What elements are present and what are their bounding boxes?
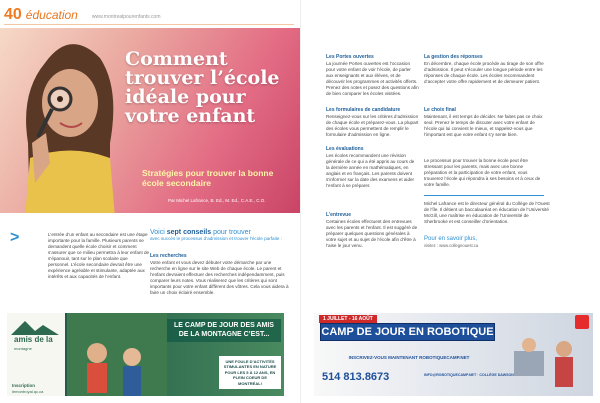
intro-arrow-icon: > bbox=[10, 229, 20, 246]
robotique-camp-ad[interactable] bbox=[314, 313, 593, 396]
article-subtitle: Stratégies pour trouver la bonne école secondaire bbox=[142, 168, 274, 188]
amis-logo-subtext: montagne bbox=[14, 346, 32, 351]
amis-montagne-ad[interactable] bbox=[7, 313, 284, 396]
more-info-label: Pour en savoir plus, bbox=[424, 236, 478, 242]
section-name: éducation bbox=[25, 8, 78, 22]
robot-kids-image bbox=[509, 331, 589, 391]
page-number: 40 bbox=[4, 6, 22, 23]
girl-with-magnifier-image bbox=[10, 33, 130, 213]
header-divider bbox=[4, 24, 294, 25]
lead-bold: sept conseils bbox=[166, 229, 212, 236]
robo-phone[interactable]: 514 813.8673 bbox=[322, 371, 390, 383]
recherches-heading: Les recherches bbox=[150, 253, 187, 259]
page-header bbox=[4, 6, 161, 24]
body-portes-ouvertes: La journée Portes ouvertes est l’occasion pour votre enfant de voir l’école, de parler aux enseignants et aux élèves, et de découvrir les programmes et activités offerts. Prenez des notes et posez des questions afin de bien comparer les écoles visitées. bbox=[326, 61, 419, 96]
robo-title: CAMP DE JOUR EN ROBOTIQUE bbox=[320, 323, 495, 341]
amis-activities-box: UNE FOULE D’ACTIVITÉS STIMULANTES EN NATURE POUR LES 5 À 12 ANS, EN PLEIN COEUR DE MONTRÉAL! bbox=[219, 356, 281, 389]
body-formulaires: Renseignez-vous sur les critères d’admission de chaque école et préparez-vous. La plupart des écoles vous permettent de remplir le formulaire d’admission en ligne. bbox=[326, 114, 419, 137]
camp-children-image bbox=[67, 313, 167, 396]
hero-banner bbox=[0, 28, 300, 213]
site-url[interactable]: www.montrealpourenfants.com bbox=[91, 13, 161, 20]
heading-formulaires: Les formulaires de candidature bbox=[326, 107, 401, 113]
body-entrevue: Certaines écoles effectuent des entrevues avec les parents et l’enfant. Il est suggéré de préparer quelques questions générales à votre sujet et au sujet de l’école afin d’être à l’aise le jour venu. bbox=[326, 219, 418, 248]
heading-gestion-reponses: La gestion des réponses bbox=[424, 54, 483, 60]
closing-paragraph: Le processus pour trouver la bonne école peut être stressant pour les parents, mais avec une bonne préparation et la participation de votre enfant, vous trouverez l’école qui répondra à ses besoins et à ceux de votre famille. bbox=[424, 158, 541, 187]
amis-inscription-label: Inscription bbox=[12, 383, 36, 388]
lead-note: avec succès le processus d’admission et trouver l’école parfaite : bbox=[150, 236, 283, 241]
mountain-logo-icon bbox=[7, 317, 65, 337]
robo-signup: INSCRIVEZ-VOUS MAINTENANT ROBOTIQUECAMP.NET bbox=[348, 355, 470, 360]
heading-evaluations: Les évaluations bbox=[326, 146, 364, 152]
body-evaluations: Les écoles recommandent une révision générale de ce qui a été appris au cours de la dernière année en mathématiques, en anglais et en français. Les parents doivent s’informer sur la date des examens et aider l’enfant à se préparer. bbox=[326, 153, 415, 188]
bio-divider bbox=[424, 195, 544, 196]
lead-suffix: pour trouver bbox=[213, 229, 251, 236]
body-choix-final: Maintenant, il est temps de décider. Ne faites pas ce choix seul. Prenez le temps de discuter avec votre enfant de l’école qui lui convient le mieux, et rappelez-vous que l’important est que votre enfant s’y sente bien. bbox=[424, 114, 543, 137]
heading-portes-ouvertes: Les Portes ouvertes bbox=[326, 54, 374, 60]
amis-logo-panel bbox=[7, 313, 65, 396]
heading-choix-final: Le choix final bbox=[424, 107, 456, 113]
intro-paragraph: L’entrée d’un enfant au secondaire est une étape importante pour la famille. Plusieurs parents se demandent quelle école choisir et comment s’assurer que ce milieu permettra à leur enfant de s’épanouir, tant sur le plan scolaire que personnel. L’école secondaire devrait être une expérience agréable et stimulante, adaptée aux intérêts et aux capacités de l’enfant. bbox=[48, 232, 150, 279]
author-bio: Michel Lafrance est le directeur général du Collège de l’Ouest de l’Île. Il détient un baccalauréat en éducation de l’Université McGill, une maîtrise en éducation de l’Université de Sherbrooke et est conseiller d’orientation. bbox=[424, 201, 550, 224]
article-author: Par Michel Lafrance, B. Ed., M. Ed., C.A.E., C.O. bbox=[168, 198, 266, 203]
more-info-url[interactable]: visitez : www.collegeouest.ca bbox=[424, 243, 479, 248]
recherches-paragraph: Votre enfant et vous devez débuter votre démarche par une recherche en ligne sur le site Web de chaque école. Le parent et l’enfant devraient effectuer des recherches indépendamment, puis comparer leurs notes. Vous réaliserez que les critères qui sont importants pour votre enfant diffèrent des vôtres. Cela vous aidera à faire un choix éclairé ensemble. bbox=[150, 260, 289, 295]
body-gestion-reponses: En décembre, chaque école procède au tirage de son offre d’admission. Il peut s’écouler une longue période entre les réponses de chaque école. Les écoles recommandent d’accepter votre offre rapidement et de demeurer patient. bbox=[424, 61, 544, 84]
amis-logo-text: amis de la bbox=[14, 335, 53, 344]
lead-prefix: Voici bbox=[150, 229, 165, 236]
robo-logo-icon bbox=[575, 315, 589, 329]
robo-dates: 1 JUILLET - 16 AOÛT bbox=[319, 315, 377, 323]
article-title: Comment trouver l’école idéale pour votre enfant bbox=[125, 48, 280, 127]
robo-address: INFO@ROBOTIQUECAMP.NET · COLLÈGE DAWSON bbox=[424, 373, 514, 377]
amis-url[interactable]: lemontroyal.qc.ca bbox=[12, 389, 44, 394]
amis-headline: LE CAMP DE JOUR DES AMIS DE LA MONTAGNE C’EST... bbox=[167, 319, 281, 342]
heading-entrevue: L’entrevue bbox=[326, 212, 352, 218]
